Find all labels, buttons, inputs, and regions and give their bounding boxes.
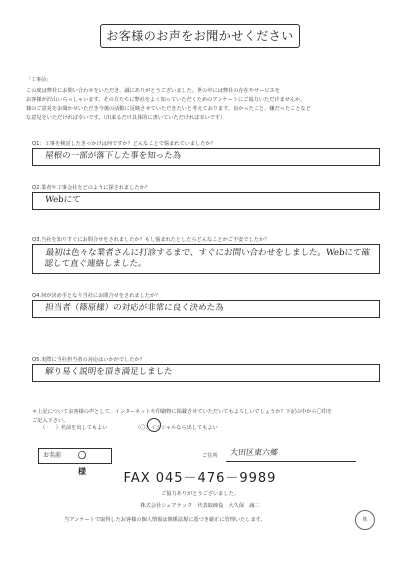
question-1-answer-box[interactable] xyxy=(32,148,380,166)
intro-section xyxy=(26,76,378,123)
address-value: 大田区東六郷 xyxy=(229,448,279,457)
question-5-answer: 解り易く説明を頂き満足しました xyxy=(44,367,174,377)
intro-line: お客様が沢山いらっしゃいます。その方たちに弊社をよく知っていただくためのアンケートにご協力いただけませんか。 xyxy=(26,97,306,103)
question-2 xyxy=(32,184,380,210)
question-3-answer: 最初は色々な業者さんに打診するまで、すぐにお問い合わせをしました。Webにて確認して直ぐ連絡しました。 xyxy=(43,248,371,269)
question-4-answer-box[interactable] xyxy=(32,300,380,318)
question-3-label: Q3.当社を知りすぐにお問合せをされましたか？もし悩まれたとしたらどんなことがご不安でしたか？ xyxy=(32,237,270,243)
name-value: 〇 様 xyxy=(78,451,86,476)
question-1-answer: 屋根の一部が落下した事を知った為 xyxy=(44,151,182,161)
company-name: 株式会社シェアテック 代表取締役 大久保 誠二 xyxy=(140,503,260,509)
page-title: お客様のお声をお聞かせください xyxy=(100,24,300,48)
intro-line: 様のご意見をお聞かせいただき今後の活動に反映させていただきたいと考えております。良かったこと、嫌だったことなど xyxy=(26,106,311,112)
question-4 xyxy=(32,292,380,318)
address-label: ご住所 xyxy=(202,453,218,459)
question-4-answer: 担当者（篠原様）の対応が非常に良く決めた為 xyxy=(44,303,225,313)
question-2-answer-box[interactable] xyxy=(32,192,380,210)
consent-option-name[interactable]: （ ）名前を出してもよい xyxy=(40,425,108,431)
consent-choices xyxy=(40,424,244,431)
consent-line-1: ＊上記についてお客様の声として、インターネットや印刷物に掲載させていただいてもよろしいでしょうか？下記の中から〇印を xyxy=(32,409,333,415)
intro-line: この度は弊社にお問い合わせをいただき、誠にありがとうございました。世の中には弊社の存在やサービスを xyxy=(26,88,280,94)
question-5-label: Q5.実際に当社担当者の対応はいかがでしたか？ xyxy=(32,357,145,363)
question-2-answer: Webにて xyxy=(44,195,82,205)
privacy-note: 当アンケートで取得したお客様の個人情報は関係法規に基づき厳正に管理いたします。 xyxy=(64,517,266,523)
company-stamp: 株 xyxy=(355,510,375,530)
name-label: お名前 xyxy=(38,448,112,464)
selected-circle-mark xyxy=(147,418,161,432)
question-5 xyxy=(32,356,380,382)
question-3-answer-box[interactable] xyxy=(32,244,380,274)
question-2-label: Q2.業者や工事会社をどのように探されましたか？ xyxy=(32,185,150,191)
consent-line-2: ご記入下さい。 xyxy=(32,418,69,424)
question-5-answer-box[interactable] xyxy=(32,364,380,382)
thanks-text: ご協力ありがとうございました。 xyxy=(161,491,239,497)
fax-number: FAX 045－476－9989 xyxy=(123,471,277,486)
question-3 xyxy=(32,236,380,274)
address-underline xyxy=(226,461,356,462)
intro-head: 「工事前」 xyxy=(26,77,52,83)
question-1 xyxy=(32,140,380,166)
consent-option-initials[interactable]: （〇）イニシャルなら出してもよい xyxy=(135,425,218,431)
question-1-label: Q1：工事を検討したきっかけは何ですか？どんなことで悩まれていましたか？ xyxy=(32,141,216,147)
question-4-label: Q4.何が決め手となり当社にお問合せをされましたか？ xyxy=(32,293,161,299)
intro-line: な意見をいただければ幸いです。（出来るだけ具体的に書いていただければ幸いです） xyxy=(26,115,226,121)
